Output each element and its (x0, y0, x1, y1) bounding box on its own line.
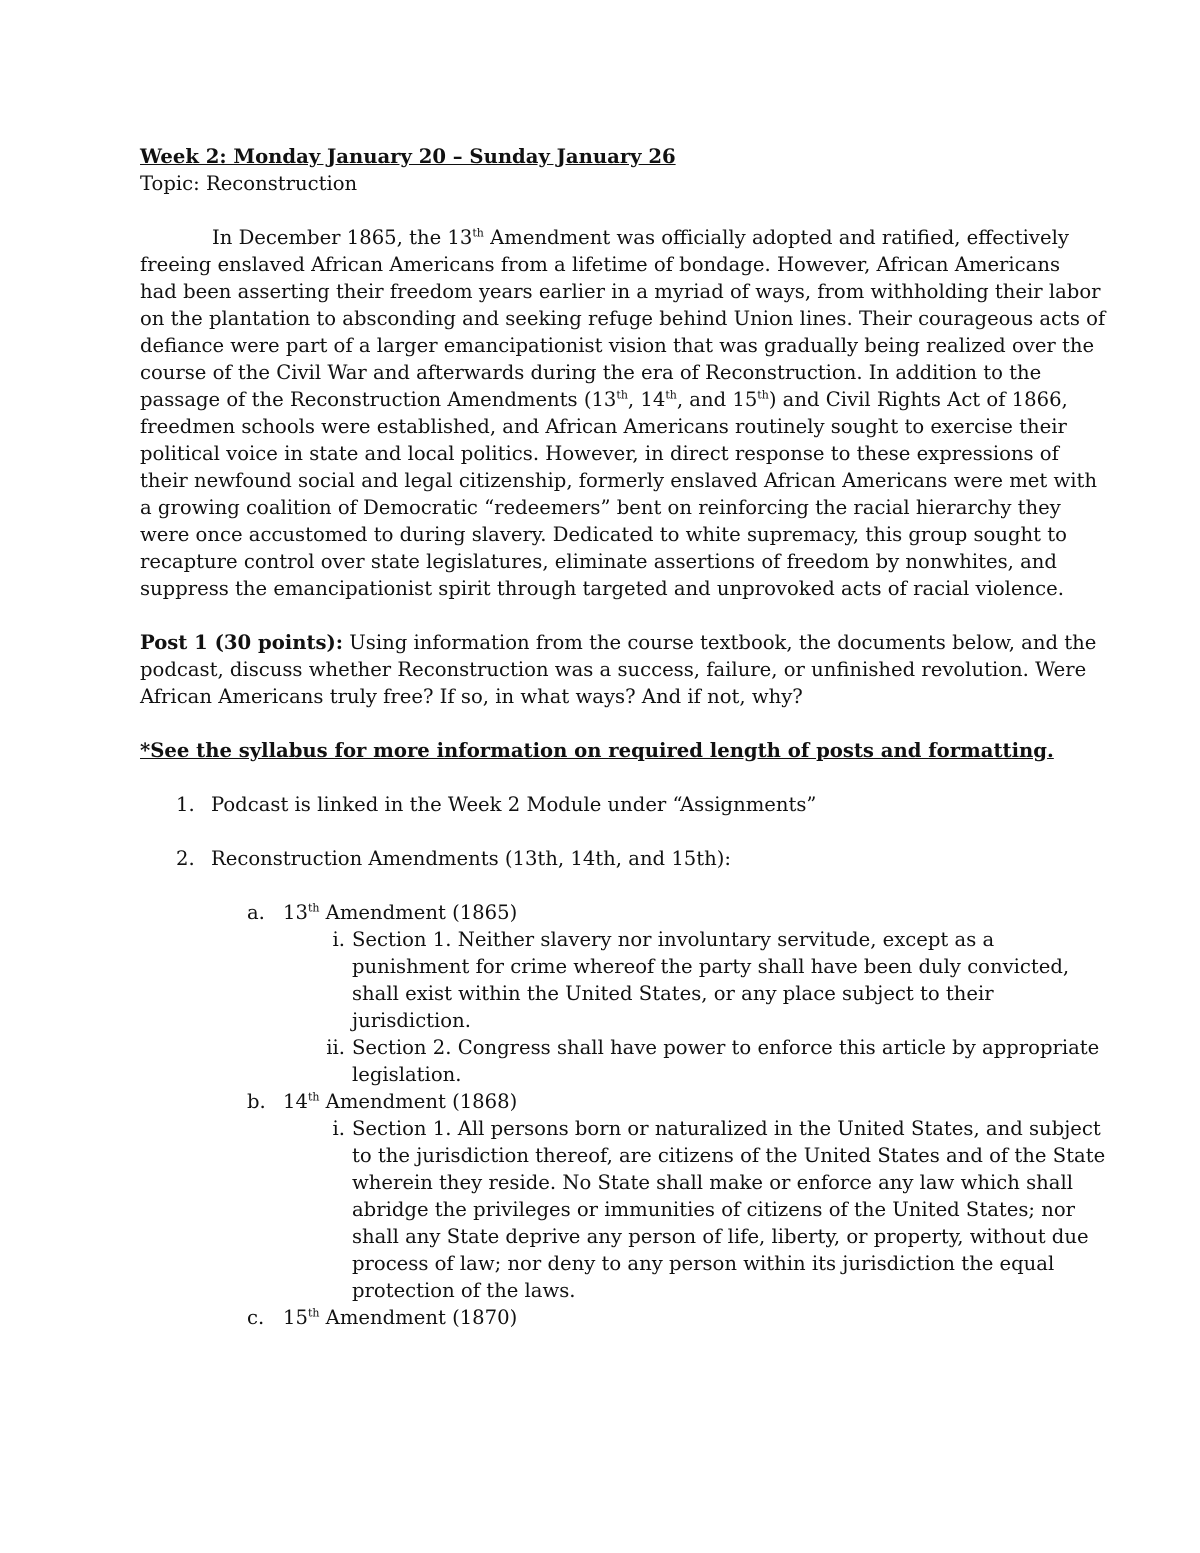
intro-line: recapture control over state legislatures, eliminate assertions of freedom by nonwhites, and (140, 550, 1057, 573)
intro-line: passage of the Reconstruction Amendments (13th, 14th, and 15th) and Civil Rights Act of 1866, (140, 388, 1068, 411)
topic-line: Topic: Reconstruction (140, 172, 358, 195)
syllabus-note: *See the syllabus for more information on required length of posts and formatting. (140, 739, 1054, 762)
intro-line: their newfound social and legal citizenship, formerly enslaved African Americans were met with (140, 469, 1098, 492)
intro-line: In December 1865, the 13th Amendment was officially adopted and ratified, effectively (212, 226, 1069, 249)
document-page (140, 143, 1106, 1331)
section-line: abridge the privileges or immunities of citizens of the United States; nor (352, 1198, 1076, 1221)
section-line: ii. Section 2. Congress shall have power to enforce this article by appropriate (326, 1036, 1100, 1059)
section-line: legislation. (352, 1063, 462, 1086)
section-line: i. Section 1. All persons born or naturalized in the United States, and subject (332, 1117, 1101, 1140)
week-heading: Week 2: Monday January 20 – Sunday January 26 (140, 145, 676, 168)
amendment-15-heading: c. 15th Amendment (1870) (247, 1306, 518, 1329)
post-label: Post 1 (30 points): (140, 631, 344, 654)
section-line: i. Section 1. Neither slavery nor involuntary servitude, except as a (332, 928, 995, 951)
intro-line: suppress the emancipationist spirit through targeted and unprovoked acts of racial violence. (140, 577, 1064, 600)
post-line: African Americans truly free? If so, in what ways? And if not, why? (140, 685, 803, 708)
intro-line: course of the Civil War and afterwards during the era of Reconstruction. In addition to the (140, 361, 1042, 384)
section-line: punishment for crime whereof the party shall have been duly convicted, (352, 955, 1070, 978)
section-line: protection of the laws. (352, 1279, 576, 1302)
section-line: to the jurisdiction thereof, are citizens of the United States and of the State (352, 1144, 1106, 1167)
intro-line: freedmen schools were established, and African Americans routinely sought to exercise their (140, 415, 1067, 438)
intro-line: had been asserting their freedom years earlier in a myriad of ways, from withholding their labor (140, 280, 1101, 303)
amendment-13-heading: a. 13th Amendment (1865) (247, 901, 518, 924)
section-line: shall any State deprive any person of life, liberty, or property, without due (352, 1225, 1089, 1248)
section-line: shall exist within the United States, or any place subject to their (352, 982, 994, 1005)
intro-line: freeing enslaved African Americans from a lifetime of bondage. However, African Americans (140, 253, 1061, 276)
list-item: 1. Podcast is linked in the Week 2 Module under “Assignments” (176, 793, 817, 816)
section-line: process of law; nor deny to any person within its jurisdiction the equal (352, 1252, 1055, 1275)
section-line: jurisdiction. (352, 1009, 471, 1032)
intro-paragraph (140, 224, 1106, 602)
intro-line: on the plantation to absconding and seeking refuge behind Union lines. Their courageous acts of (140, 307, 1106, 330)
list-item: 2. Reconstruction Amendments (13th, 14th, and 15th): (176, 847, 731, 870)
intro-line: defiance were part of a larger emancipationist vision that was gradually being realized over the (140, 334, 1095, 357)
section-line: wherein they reside. No State shall make or enforce any law which shall (352, 1171, 1073, 1194)
intro-line: political voice in state and local politics. However, in direct response to these expressions of (140, 442, 1059, 465)
intro-line: were once accustomed to during slavery. Dedicated to white supremacy, this group sought to (140, 523, 1067, 546)
intro-line: a growing coalition of Democratic “redeemers” bent on reinforcing the racial hierarchy they (140, 496, 1061, 519)
post-line: podcast, discuss whether Reconstruction was a success, failure, or unfinished revolution. Were (140, 658, 1087, 681)
amendment-14-heading: b. 14th Amendment (1868) (247, 1090, 518, 1113)
post-line: Post 1 (30 points): Using information from the course textbook, the documents below, and the (140, 631, 1097, 654)
post-prompt (140, 629, 1097, 710)
